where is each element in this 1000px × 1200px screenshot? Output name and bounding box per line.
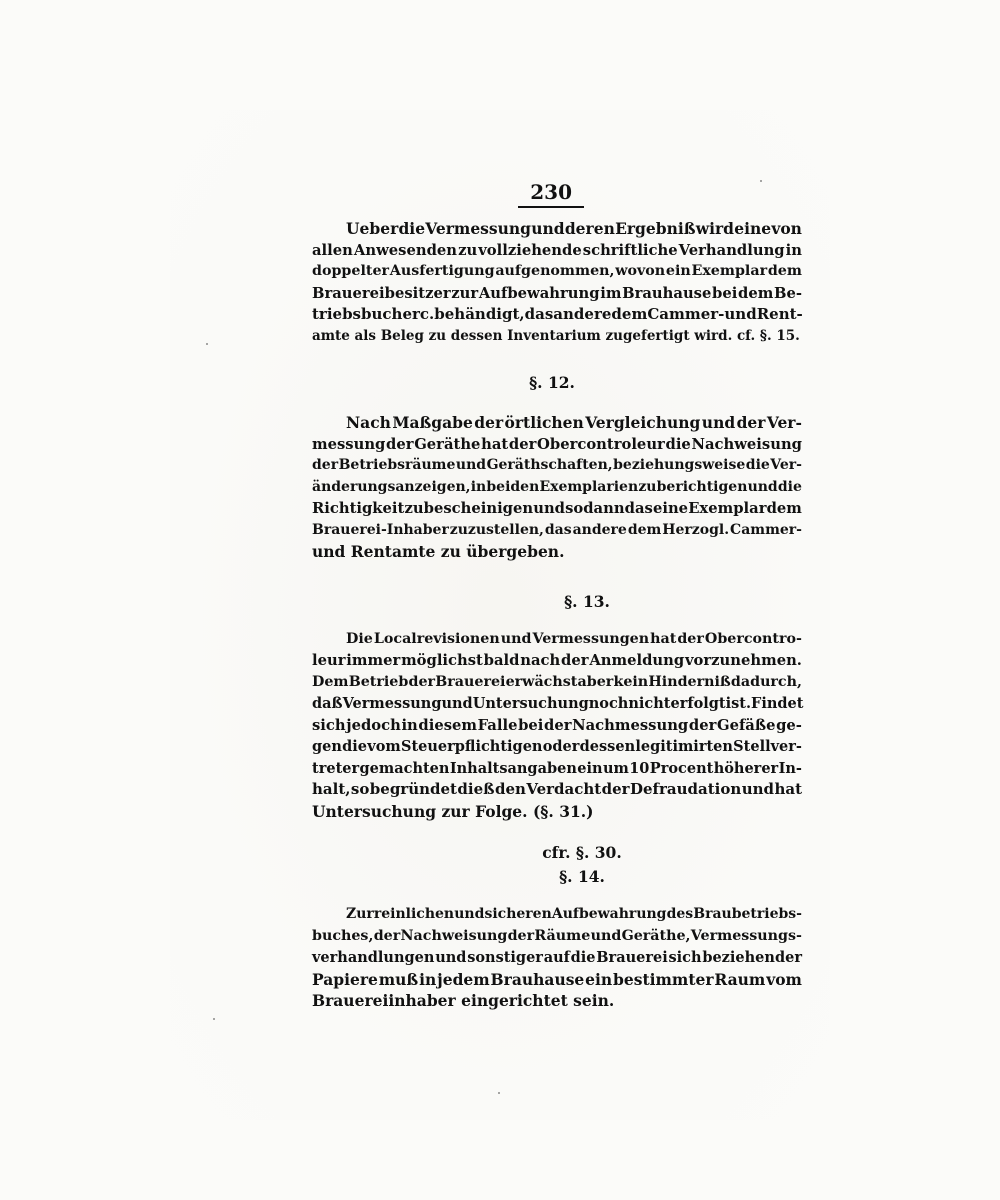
text-line: und Rentamte zu übergeben.	[312, 542, 565, 561]
paragraph-section-13	[312, 629, 802, 823]
text-line: allen Anwesenden zu vollziehende schriftliche Verhandlung in	[312, 241, 802, 259]
paragraph-section-12	[312, 412, 802, 563]
text-line: Die Localrevisionen und Vermessungen hat der Obercontro-	[346, 630, 802, 647]
text-line: gen die vom Steuerpflichtigen oder dessen legitimirten Stellver-	[312, 738, 802, 755]
text-line: Brauerei-Inhaber zuzustellen, das andere dem Herzogl. Cammer-	[312, 521, 802, 538]
text-line: Dem Betrieb der Brauerei erwächst aber kein Hinderniß dadurch,	[312, 673, 802, 690]
section-heading: §. 14.	[559, 867, 605, 886]
section-heading: §. 13.	[564, 591, 610, 611]
speck	[498, 1092, 500, 1094]
text-line: änderungsanzeigen, in beiden Exemplarien zu berichtigen und die	[312, 478, 802, 495]
text-line: Brauereiinhaber eingerichtet sein.	[312, 991, 615, 1010]
section-heading: §. 12.	[529, 373, 575, 392]
text-line: der Betriebsräume und Geräthschaften, beziehungsweise die Ver-	[312, 457, 802, 473]
page-number	[312, 180, 802, 208]
text-line: doppelter Ausfertigung aufgenommen, wovon ein Exemplar dem	[312, 263, 802, 279]
text-line: halt, so begründet dieß den Verdacht der Defraudation und hat	[312, 780, 802, 798]
text-line: treter gemachten Inhaltsangaben ein um 10 Procent höherer In-	[312, 759, 802, 777]
page-number-value: 230	[518, 180, 584, 208]
text-line: sich jedoch in diesem Falle bei der Nachmessung der Gefäße ge-	[312, 716, 802, 734]
text-line: Zur reinlichen und sicheren Aufbewahrung des Braubetriebs-	[346, 906, 802, 922]
text-line: triebsbuche rc. behändigt, das andere dem Cammer- und Rent-	[312, 305, 803, 323]
text-line: Ueber die Vermessung und deren Ergebniß wird eine von	[346, 219, 802, 238]
paragraph-intro	[312, 218, 802, 347]
text-line: leur immer möglichst bald nach der Anmeldung vorzunehmen.	[312, 652, 802, 669]
text-line: verhandlungen und sonstiger auf die Brauerei sich beziehender	[312, 949, 802, 966]
text-line: buches, der Nachweisung der Räume und Geräthe, Vermessungs-	[312, 927, 802, 944]
text-line: messung der Geräthe hat der Obercontroleur die Nachweisung	[312, 435, 802, 453]
speck	[206, 343, 208, 345]
text-line: Papiere muß in jedem Brauhause ein bestimmter Raum vom	[312, 969, 802, 989]
text-line: daß Vermessung und Untersuchung noch nicht erfolgt ist. Findet	[312, 695, 804, 712]
cross-reference: cfr. §. 30.	[542, 843, 622, 862]
text-line: Richtigkeit zu bescheinigen und sodann das eine Exemplar dem	[312, 500, 802, 517]
paragraph-section-14	[312, 904, 802, 1012]
text-line: Untersuchung zur Folge. (§. 31.)	[312, 801, 594, 821]
text-line: amte als Beleg zu dessen Inventarium zugefertigt wird. cf. §. 15.	[312, 327, 800, 344]
speck	[213, 1018, 215, 1020]
text-line: Nach Maßgabe der örtlichen Vergleichung und der Ver-	[346, 413, 802, 432]
text-line: Brauereibesitzer zur Aufbewahrung im Brauhause bei dem Be-	[312, 284, 802, 302]
page-text	[312, 180, 802, 1012]
